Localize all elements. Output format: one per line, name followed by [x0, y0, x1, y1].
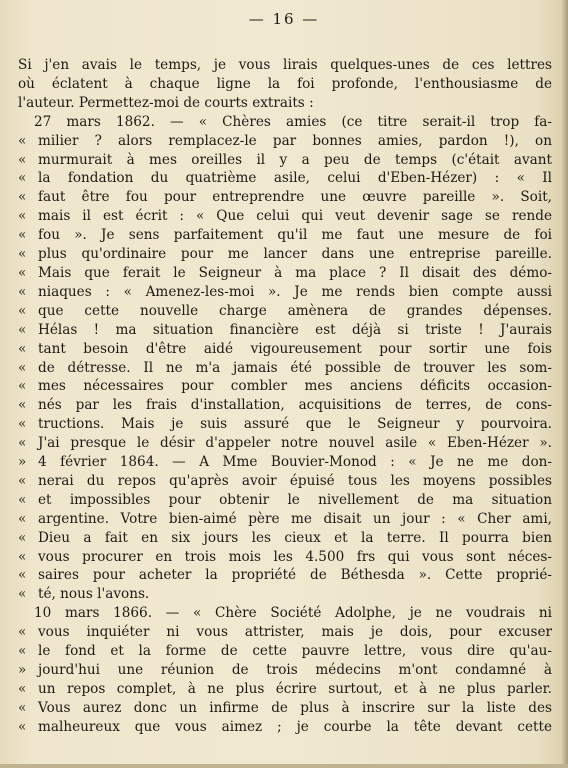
line-text: l'auteur. Permettez-moi de courts extraits :: [18, 94, 314, 111]
text-line: [18, 340, 552, 359]
line-text: tant besoin d'être aidé vigoureusement pour sortir une fois: [38, 340, 552, 357]
text-line: [18, 56, 552, 75]
text-line: [18, 434, 552, 453]
text-line: [18, 245, 552, 264]
line-text: niaques : « Amenez-les-moi ». Je me rends bien compte aussi: [38, 283, 552, 300]
text-line: [18, 491, 552, 510]
text-line: [18, 283, 552, 302]
text-line: [18, 548, 552, 567]
line-text: Si j'en avais le temps, je vous lirais quelques-unes de ces lettres: [18, 57, 552, 73]
line-text: 27 mars 1862. — « Chères amies (ce titre serait-il trop fa-: [34, 113, 552, 130]
text-line: [18, 661, 552, 680]
line-text: le fond et la forme de cette pauvre lettre, vous dire qu'au-: [38, 643, 552, 660]
quote-mark: «: [18, 567, 27, 584]
quote-mark: «: [18, 283, 27, 300]
quote-mark: «: [18, 680, 27, 697]
line-text: faut être fou pour entreprendre une œuvre pareille ». Soit,: [38, 189, 552, 206]
text-line: [18, 169, 552, 188]
quote-mark: «: [18, 302, 27, 319]
line-text: mes nécessaires pour combler mes anciens déficits occasion-: [38, 378, 552, 395]
text-line: [18, 699, 552, 718]
quote-mark: «: [18, 586, 27, 603]
text-line: [18, 529, 552, 548]
quote-mark: «: [18, 264, 27, 281]
text-line: [18, 151, 552, 170]
text-line: [18, 94, 552, 113]
line-text: nés par les frais d'installation, acquisitions de terres, de cons-: [38, 397, 552, 414]
line-text: milier ? alors remplacez-le par bonnes amies, pardon !), on: [38, 132, 552, 149]
text-line: [18, 510, 552, 529]
line-text: et impossibles pour obtenir le nivellement de ma situation: [38, 491, 552, 508]
text-line: [18, 642, 552, 661]
text-line: [18, 377, 552, 396]
text-line: [18, 264, 552, 283]
line-text: 10 mars 1866. — « Chère Société Adolphe, je ne voudrais ni: [34, 605, 552, 622]
line-text: murmurait à mes oreilles il y a peu de temps (c'était avant: [38, 151, 552, 168]
body-text: [18, 56, 552, 737]
quote-mark: «: [18, 472, 27, 489]
line-text: Dieu a fait en six jours les cieux et la terre. Il pourra bien: [38, 529, 552, 546]
text-line: [18, 680, 552, 699]
line-text: la fondation du quatrième asile, celui d'Eben-Hézer) : « Il: [38, 170, 552, 187]
text-line: [18, 207, 552, 226]
quote-mark: «: [18, 510, 27, 527]
text-line: [18, 132, 552, 151]
line-text: té, nous l'avons.: [38, 586, 150, 603]
line-text: saires pour acheter la propriété de Béthesda ». Cette proprié-: [38, 567, 552, 584]
text-line: [18, 415, 552, 434]
page-bottom-edge: [0, 764, 568, 768]
page-number: — 16 —: [248, 10, 320, 28]
text-line: [18, 718, 552, 737]
text-line: [18, 302, 552, 321]
quote-mark: «: [18, 529, 27, 546]
quote-mark: «: [18, 227, 27, 244]
quote-mark: «: [18, 359, 27, 376]
text-line: [18, 396, 552, 415]
quote-mark: «: [18, 151, 27, 168]
text-line: [18, 113, 552, 132]
quote-mark: «: [18, 378, 27, 395]
quote-mark: «: [18, 491, 27, 508]
line-text: fou ». Je sens parfaitement qu'il me faut une mesure de foi: [38, 227, 552, 244]
quote-mark: «: [18, 340, 27, 357]
line-text: Hélas ! ma situation financière est déjà si triste ! J'aurais: [38, 321, 552, 338]
line-text: Vous aurez donc un infirme de plus à inscrire sur la liste des: [38, 699, 552, 716]
line-text: de détresse. Il ne m'a jamais été possible de trouver les som-: [38, 359, 552, 376]
line-text: Mais que ferait le Seigneur à ma place ? Il disait des démo-: [38, 264, 552, 281]
text-line: [18, 453, 552, 472]
text-line: [18, 188, 552, 207]
line-text: plus qu'ordinaire pour me lancer dans une entreprise pareille.: [38, 246, 552, 263]
quote-mark: »: [18, 454, 27, 471]
line-text: mais il est écrit : « Que celui qui veut devenir sage se rende: [38, 208, 552, 225]
quote-mark: «: [18, 246, 27, 263]
quote-mark: «: [18, 321, 27, 338]
quote-mark: »: [18, 662, 27, 678]
text-line: [18, 566, 552, 585]
line-text: J'ai presque le désir d'appeler notre nouvel asile « Eben-Hézer ».: [38, 435, 552, 452]
quote-mark: «: [18, 718, 27, 735]
text-line: [18, 604, 552, 623]
text-line: [18, 623, 552, 642]
text-line: [18, 472, 552, 491]
line-text: vous inquiéter ni vous attrister, mais je dois, pour excuser: [38, 624, 552, 641]
line-text: vous procurer en trois mois les 4.500 frs qui vous sont néces-: [38, 548, 552, 565]
text-line: [18, 359, 552, 378]
quote-mark: «: [18, 132, 27, 149]
line-text: tructions. Mais je suis assuré que le Seigneur y pourvoira.: [38, 416, 552, 433]
line-text: nerai du repos qu'après avoir épuisé tous les moyens possibles: [38, 472, 552, 489]
quote-mark: «: [18, 208, 27, 225]
line-text: un repos complet, à ne plus écrire surtout, et à ne plus parler.: [38, 680, 552, 697]
text-line: [18, 585, 552, 604]
quote-mark: «: [18, 548, 27, 565]
text-line: [18, 226, 552, 245]
quote-mark: «: [18, 189, 27, 206]
quote-mark: «: [18, 416, 27, 433]
line-text: que cette nouvelle charge amènera de grandes dépenses.: [38, 302, 552, 319]
text-line: [18, 321, 552, 340]
quote-mark: «: [18, 170, 27, 187]
line-text: argentine. Votre bien-aimé père me disait un jour : « Cher ami,: [38, 510, 552, 527]
line-text: où éclatent à chaque ligne la foi profonde, l'enthousiasme de: [18, 75, 552, 92]
page-edge-shadow: [562, 0, 568, 768]
quote-mark: «: [18, 624, 27, 641]
quote-mark: «: [18, 397, 27, 414]
quote-mark: «: [18, 435, 27, 452]
line-text: jourd'hui une réunion de trois médecins m'ont condamné à: [38, 662, 552, 678]
line-text: 4 février 1864. — A Mme Bouvier-Monod : « Je ne me don-: [38, 454, 552, 471]
text-line: [18, 75, 552, 94]
line-text: malheureux que vous aimez ; je courbe la tête devant cette: [38, 718, 552, 735]
quote-mark: «: [18, 643, 27, 660]
quote-mark: «: [18, 699, 27, 716]
